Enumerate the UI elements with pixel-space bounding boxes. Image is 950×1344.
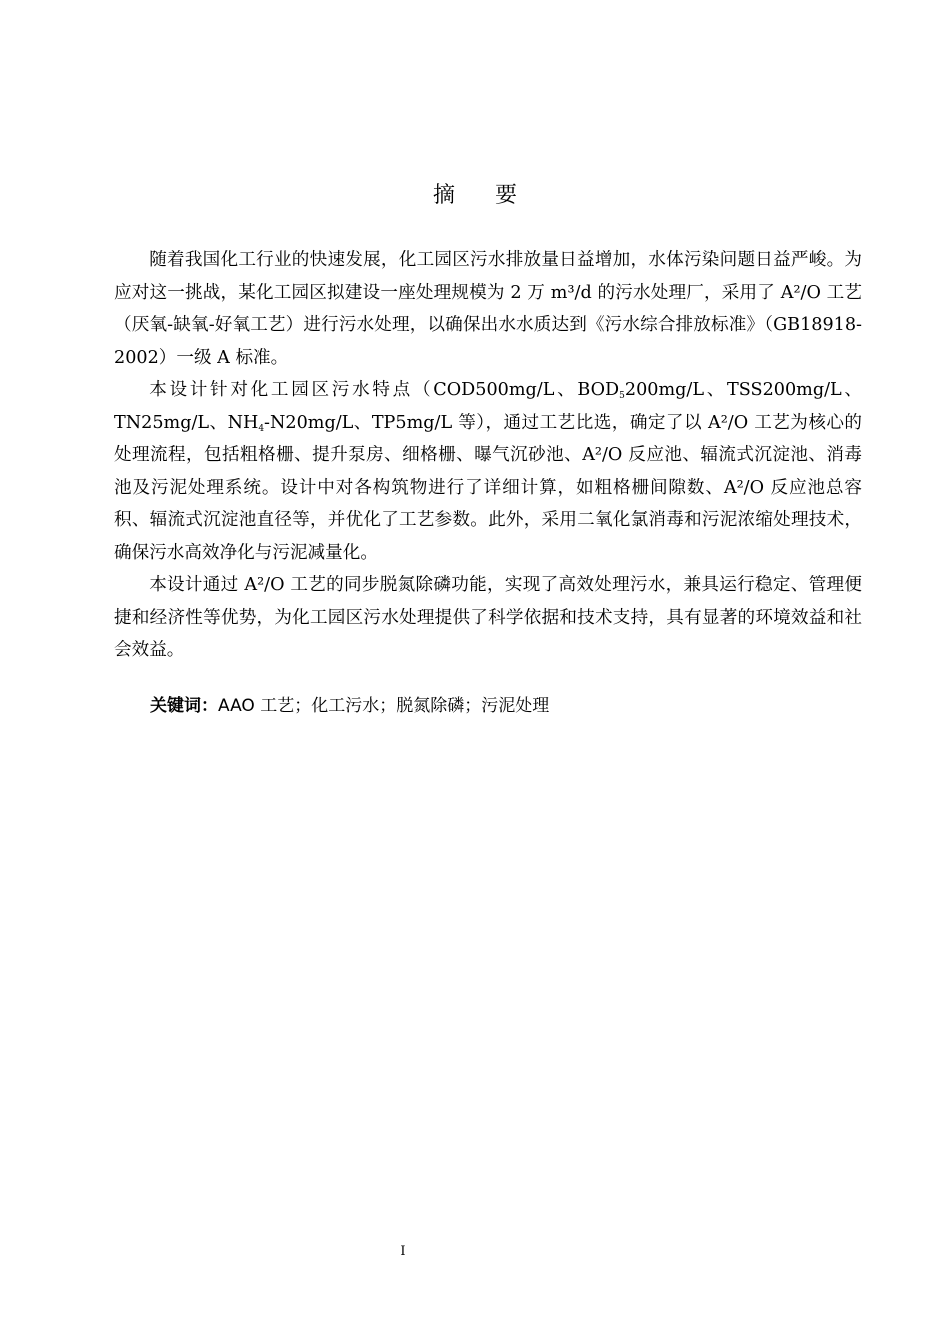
keywords-line	[150, 690, 870, 722]
abstract-paragraph-3: 本设计通过 A²/O 工艺的同步脱氮除磷功能，实现了高效处理污水，兼具运行稳定、管理便捷和经济性等优势，为化工园区污水处理提供了科学依据和技术支持，具有显著的环境效益和社会效益。	[114, 575, 862, 660]
paragraph-2-text-c: -N20mg/L、TP5mg/L 等），通过工艺比选，确定了以 A²/O 工艺为核心的处理流程，包括粗格栅、提升泵房、细格栅、曝气沉砂池、A²/O 反应池、辐流式沉淀池、消毒池及污泥处理系统。设计中对各构筑物进行了详细计算，如粗格栅间隙数、A²/O 反应池总容积、辐流式沉淀池直径等，并优化了工艺参数。此外，采用二氧化氯消毒和污泥浓缩处理技术，确保污水高效净化与污泥减量化。	[114, 412, 863, 563]
bod-subscript: 5	[619, 391, 625, 401]
abstract-body	[114, 244, 862, 667]
keywords-label: 关键词：	[150, 696, 218, 716]
paragraph-2-text-a: 本设计针对化工园区污水特点（COD500mg/L、BOD	[149, 380, 620, 400]
nh-subscript: 4	[258, 423, 265, 434]
abstract-paragraph-1: 随着我国化工行业的快速发展，化工园区污水排放量日益增加，水体污染问题日益严峻。为应对这一挑战，某化工园区拟建设一座处理规模为 2 万 m³/d 的污水处理厂，采用了 A²/O 工艺（厌氧-缺氧-好氧工艺）进行污水处理，以确保出水水质达到《污水综合排放标准》（GB18918-2002）一级 A 标准。	[114, 250, 862, 368]
page-title: 摘要	[432, 183, 557, 208]
page-number: I	[400, 1244, 406, 1259]
abstract-paragraph-2	[114, 374, 862, 569]
keywords-text: AAO 工艺；化工污水；脱氮除磷；污泥处理	[218, 696, 550, 716]
paragraph-2-text-b: 200mg/L、TSS200mg/L、TN25mg/L、NH	[114, 380, 862, 433]
